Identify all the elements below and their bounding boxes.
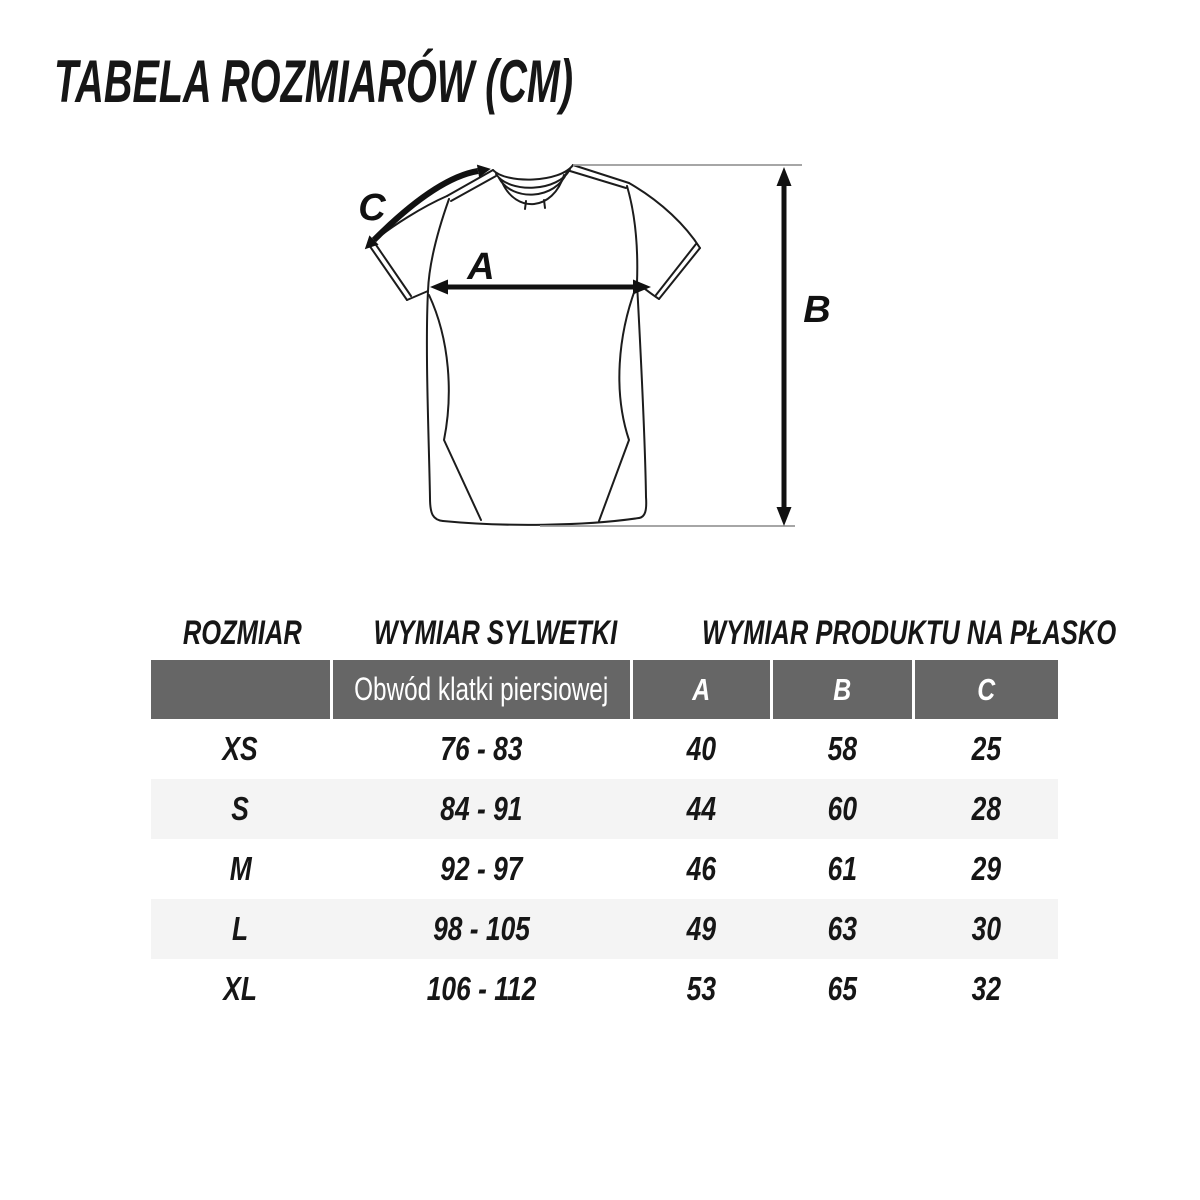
c-value: 28 bbox=[971, 790, 1002, 827]
c-value: 30 bbox=[971, 910, 1002, 947]
table-group-headers bbox=[151, 606, 1117, 652]
size-value: L bbox=[232, 910, 249, 947]
a-value: 53 bbox=[686, 970, 717, 1007]
header-cell-a bbox=[633, 660, 770, 719]
size-cell bbox=[151, 779, 330, 839]
page-title: TABELA ROZMIARÓW (CM) bbox=[54, 48, 574, 115]
extension-lines bbox=[540, 165, 802, 526]
header-a-label: A bbox=[692, 671, 711, 707]
a-value: 46 bbox=[686, 850, 717, 887]
header-c-label: C bbox=[977, 671, 996, 707]
b-cell bbox=[773, 959, 912, 1019]
chest-value: 84 - 91 bbox=[440, 790, 523, 827]
tshirt-measurement-diagram bbox=[330, 140, 870, 560]
header-b-label: B bbox=[833, 671, 852, 707]
b-value: 65 bbox=[827, 970, 858, 1007]
size-value: XS bbox=[222, 730, 259, 767]
a-cell bbox=[633, 839, 770, 899]
table-header-row bbox=[151, 660, 1058, 719]
group-header-body bbox=[333, 616, 633, 650]
group-header-body-label: WYMIAR SYLWETKI bbox=[373, 614, 618, 652]
header-chest-label: Obwód klatki piersiowej bbox=[354, 671, 609, 707]
c-value: 29 bbox=[971, 850, 1002, 887]
group-header-product bbox=[633, 614, 1117, 652]
c-cell bbox=[915, 719, 1058, 779]
table-row-s bbox=[151, 779, 1058, 839]
a-cell bbox=[633, 719, 770, 779]
table-row-xl bbox=[151, 959, 1058, 1019]
chest-cell bbox=[333, 719, 630, 779]
a-cell bbox=[633, 779, 770, 839]
table-row-xs bbox=[151, 719, 1058, 779]
chest-value: 76 - 83 bbox=[440, 730, 523, 767]
size-value: XL bbox=[223, 970, 258, 1007]
b-cell bbox=[773, 899, 912, 959]
group-header-product-label: WYMIAR PRODUKTU NA PŁASKO bbox=[702, 614, 1117, 652]
size-value: S bbox=[231, 790, 250, 827]
size-value: M bbox=[229, 850, 252, 887]
a-cell bbox=[633, 899, 770, 959]
chest-value: 92 - 97 bbox=[440, 850, 523, 887]
measure-arrow-b bbox=[777, 167, 792, 526]
chest-cell bbox=[333, 959, 630, 1019]
b-value: 58 bbox=[827, 730, 858, 767]
c-cell bbox=[915, 779, 1058, 839]
c-cell bbox=[915, 899, 1058, 959]
header-cell-empty bbox=[151, 660, 330, 719]
group-header-size bbox=[151, 616, 333, 650]
c-value: 25 bbox=[971, 730, 1002, 767]
chest-value: 106 - 112 bbox=[426, 970, 537, 1007]
b-cell bbox=[773, 719, 912, 779]
header-cell-b bbox=[773, 660, 912, 719]
table-row-m bbox=[151, 839, 1058, 899]
a-value: 49 bbox=[686, 910, 717, 947]
b-cell bbox=[773, 779, 912, 839]
chest-cell bbox=[333, 899, 630, 959]
measure-arrow-a bbox=[430, 280, 651, 295]
b-value: 61 bbox=[827, 850, 858, 887]
measure-label-c: C bbox=[358, 187, 386, 229]
a-value: 44 bbox=[686, 790, 717, 827]
a-value: 40 bbox=[686, 730, 717, 767]
b-value: 63 bbox=[827, 910, 858, 947]
table-row-l bbox=[151, 899, 1058, 959]
size-table bbox=[151, 660, 1058, 1019]
b-cell bbox=[773, 839, 912, 899]
b-value: 60 bbox=[827, 790, 858, 827]
size-cell bbox=[151, 839, 330, 899]
header-cell-chest bbox=[333, 660, 630, 719]
size-cell bbox=[151, 959, 330, 1019]
chest-cell bbox=[333, 839, 630, 899]
size-cell bbox=[151, 719, 330, 779]
size-cell bbox=[151, 899, 330, 959]
chest-value: 98 - 105 bbox=[433, 910, 530, 947]
measure-label-a: A bbox=[467, 246, 495, 288]
header-cell-c bbox=[915, 660, 1058, 719]
chest-cell bbox=[333, 779, 630, 839]
c-cell bbox=[915, 839, 1058, 899]
c-cell bbox=[915, 959, 1058, 1019]
tshirt-outline bbox=[369, 165, 700, 525]
measure-label-b: B bbox=[803, 289, 831, 331]
a-cell bbox=[633, 959, 770, 1019]
group-header-size-label: ROZMIAR bbox=[182, 614, 302, 652]
c-value: 32 bbox=[971, 970, 1002, 1007]
